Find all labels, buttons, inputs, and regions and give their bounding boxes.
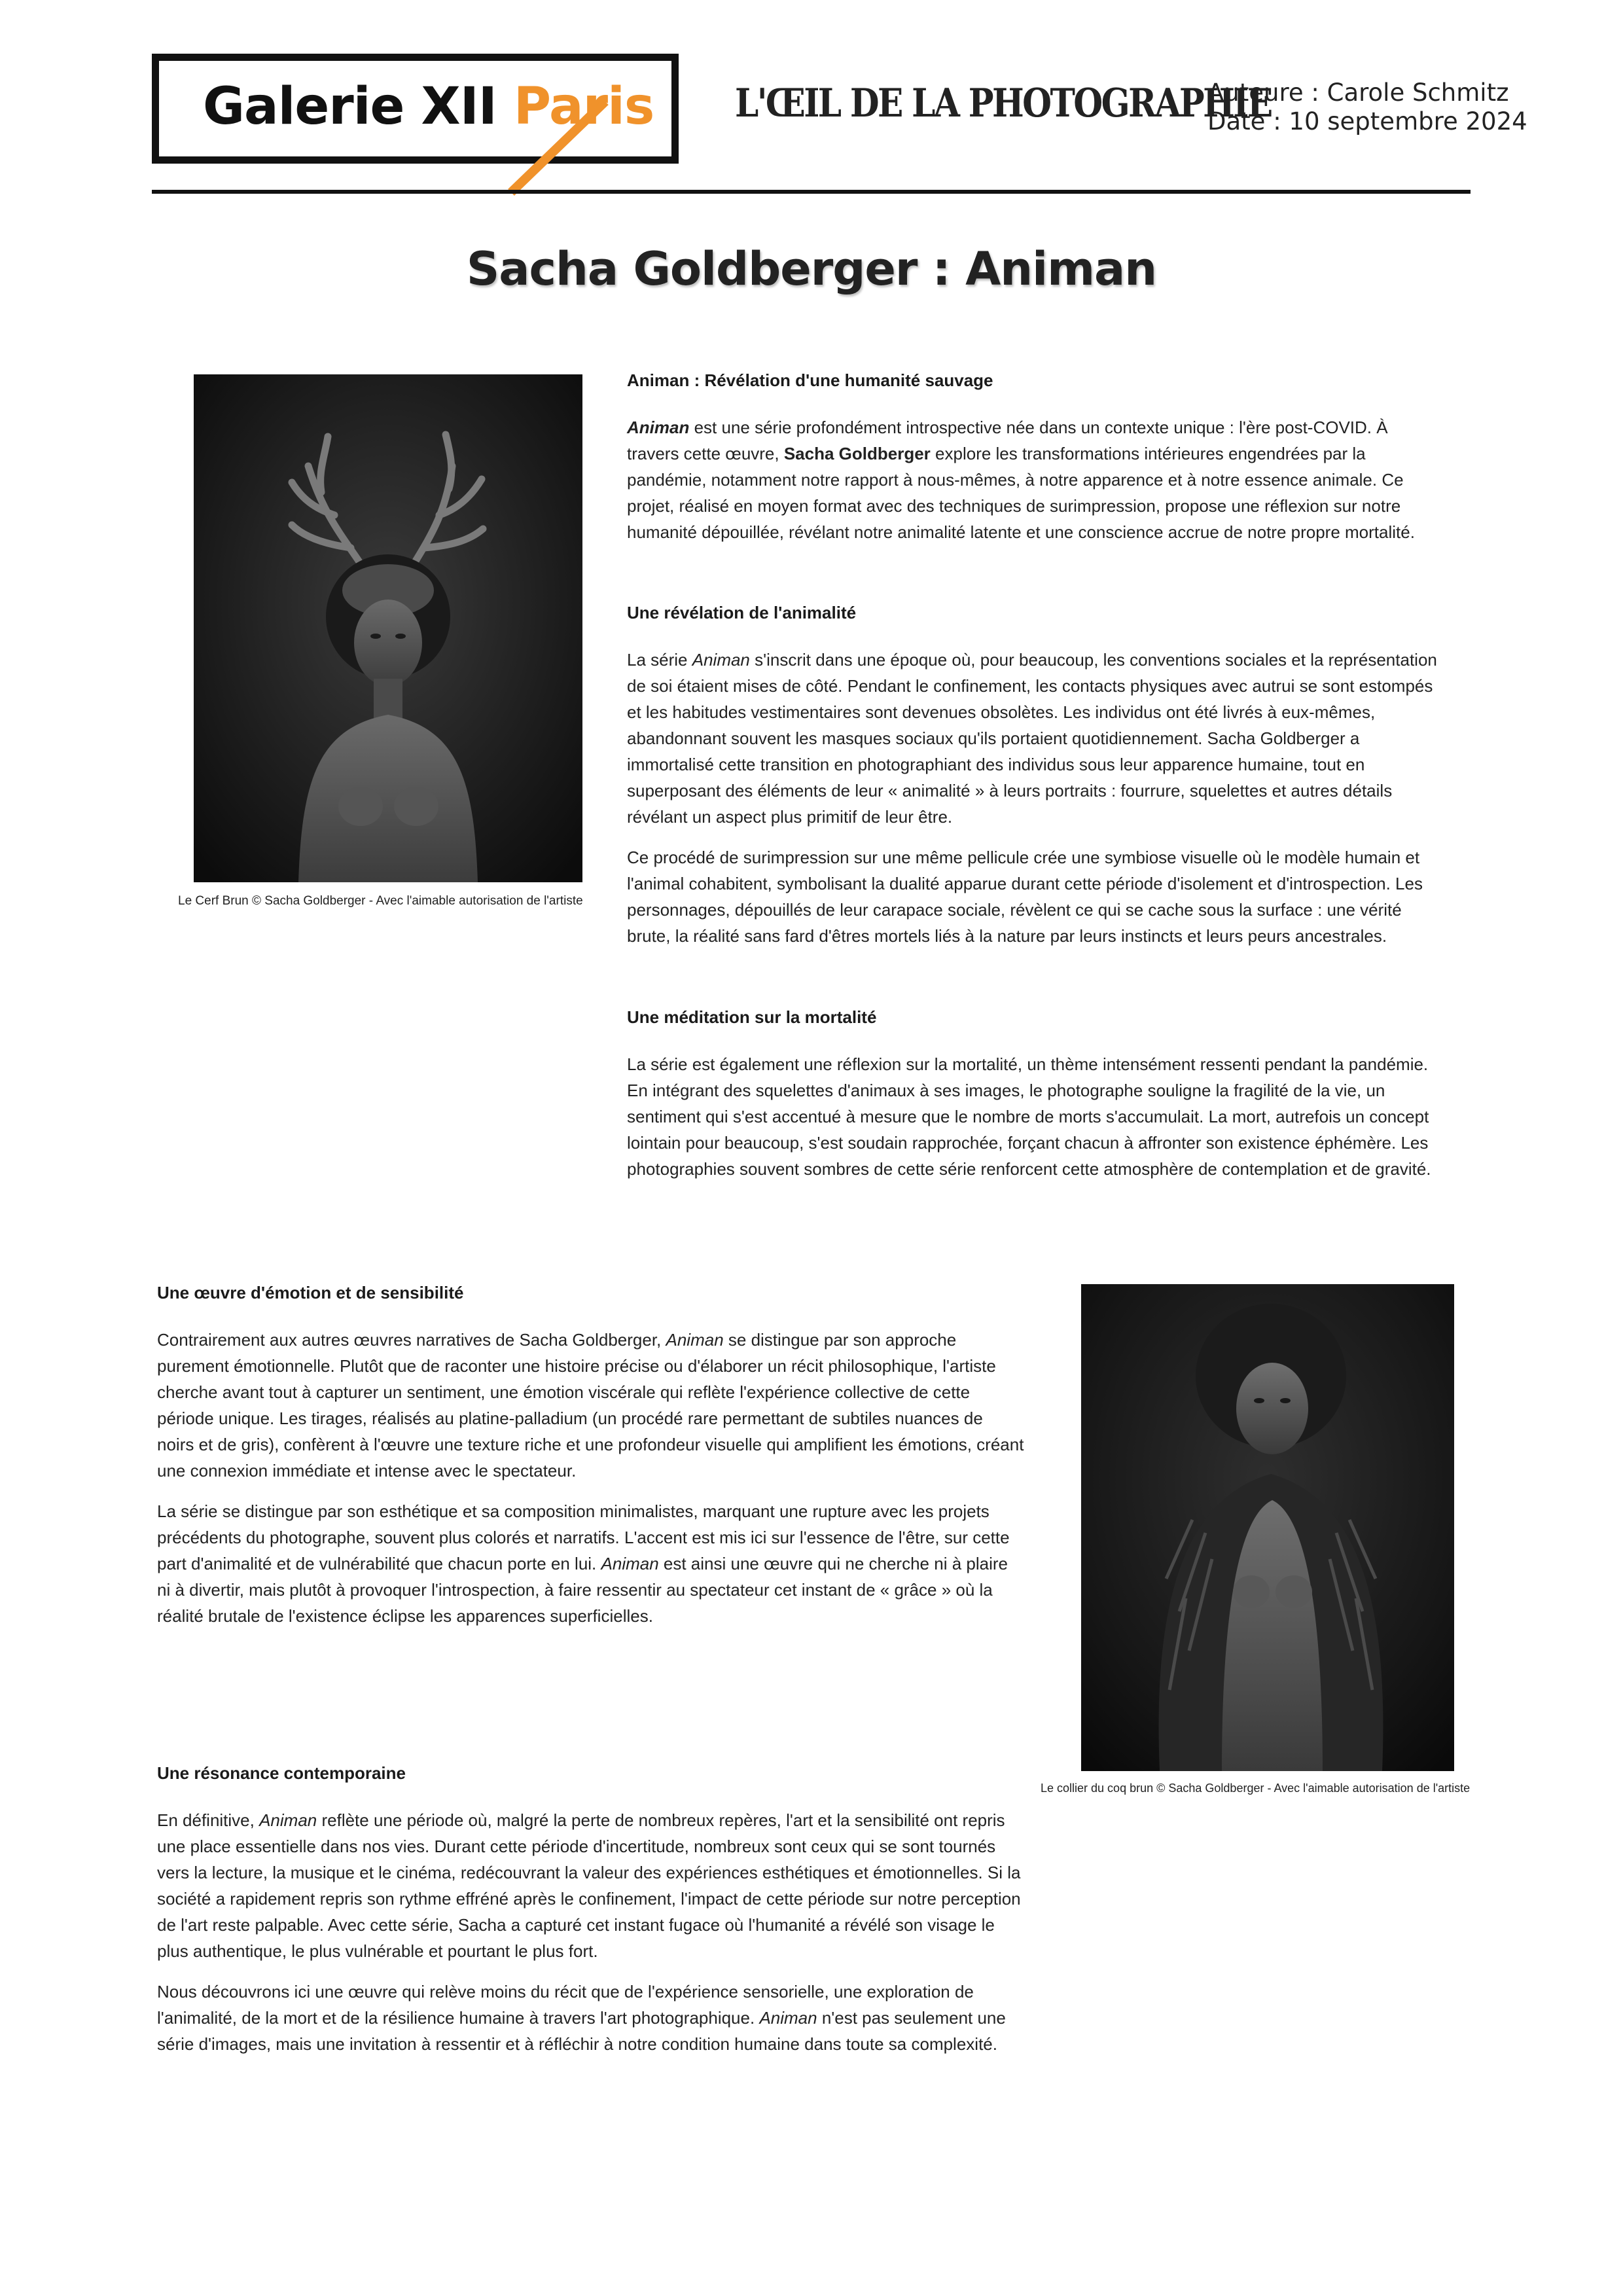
section-revelation-animalite — [627, 603, 1442, 963]
header-divider — [152, 190, 1471, 194]
article-meta — [1207, 79, 1527, 136]
portrait-feathers-image — [1081, 1284, 1454, 1771]
section-paragraph: Animan est une série profondément introspective née dans un contexte unique : l'ère post-COVID. À travers cette œuvre, Sacha Goldberger explore les transformations intérieures engendrées par la pandémie, notamment notre rapport à nous-mêmes, à notre apparence et à notre essence animale. Ce projet, réalisé en moyen format avec des techniques de surimpression, propose une réflexion sur notre humanité dépouillée, révélant notre animalité latente et une conscience accrue de notre propre mortalité. — [627, 418, 1415, 542]
section-heading: Une méditation sur la mortalité — [627, 1007, 877, 1027]
photo-caption-2: Le collier du coq brun © Sacha Goldberger - Avec l'aimable autorisation de l'artiste — [1041, 1782, 1471, 1795]
section-paragraph: La série se distingue par son esthétique et sa composition minimalistes, marquant une rupture avec les projets précédents du photographe, souvent plus colorés et narratifs. L'accent est mis ici sur l'essence de l'être, sur cette part d'animalité et de vulnérabilité que chacun porte en lui. Animan est ainsi une œuvre qui ne cherche ni à plaire ni à divertir, mais plutôt à provoquer l'introspection, à faire ressentir au spectateur cet instant de « grâce » où la réalité brutale de l'existence éclipse les apparences superficielles. — [157, 1501, 1010, 1626]
article-title: Sacha Goldberger : Animan — [466, 242, 1157, 296]
portrait-antlers-image — [194, 374, 582, 882]
section-revelation-humanite — [627, 370, 1442, 560]
section-oeuvre-emotion — [157, 1283, 1024, 1643]
section-heading: Une résonance contemporaine — [157, 1763, 406, 1783]
gallery-logo-main: Galerie XII — [203, 77, 497, 136]
publication-masthead: L'ŒIL DE LA PHOTOGRAPHIE — [735, 81, 1272, 126]
section-resonance-contemporaine — [157, 1763, 1024, 2072]
section-paragraph: Ce procédé de surimpression sur une même pellicule crée une symbiose visuelle où le modèle humain et l'animal cohabitent, symbolisant la dualité apparue durant cette période d'isolement et d'introspection. Les personnages, dépouillés de leur carapace sociale, révèlent ce qui se cache sous la surface : une vérité brute, la réalité sans fard d'êtres mortels liés à la nature par leurs instincts et leurs peurs ancestrales. — [627, 848, 1423, 946]
gallery-logo-accent: Paris — [513, 77, 654, 136]
section-paragraph: En définitive, Animan reflète une période où, malgré la perte de nombreux repères, l'art et la sensibilité ont repris une place essentielle dans nos vies. Durant cette période d'incertitude, nombreux sont ceux qui se sont tournés vers la lecture, la musique et le cinéma, redécouvrant la valeur des expériences esthétiques et émotionnelles. Si la société a rapidement repris son rythme effréné après le confinement, l'impact de cette période sur notre perception de l'art reste palpable. Avec cette série, Sacha a capturé cet instant fugace où l'humanité a révélé son visage le plus authentique, le plus vulnérable et pourtant le plus fort. — [157, 1810, 1021, 1961]
section-heading: Animan : Révélation d'une humanité sauvage — [627, 370, 993, 390]
section-heading: Une révélation de l'animalité — [627, 603, 857, 622]
photo-cerf-brun — [194, 374, 582, 882]
section-paragraph: Nous découvrons ici une œuvre qui relève moins du récit que de l'expérience sensorielle, une exploration de l'animalité, de la mort et de la résilience humaine à travers l'art photographique. Animan n'est pas seulement une série d'images, mais une invitation à ressentir et à réfléchir à notre condition humaine dans toute sa complexité. — [157, 1982, 1006, 2054]
gallery-logo — [203, 77, 654, 136]
section-paragraph: Contrairement aux autres œuvres narratives de Sacha Goldberger, Animan se distingue par son approche purement émotionnelle. Plutôt que de raconter une histoire précise ou d'élaborer un récit philosophique, l'artiste cherche avant tout à capturer un sentiment, une émotion viscérale qui reflète l'expérience collective de cette période unique. Les tirages, réalisés au platine-palladium (un procédé rare permettant de subtiles nuances de noirs et de gris), confèrent à l'œuvre une texture riche et une profondeur visuelle qui amplifient les émotions, créant une connexion immédiate et intense avec le spectateur. — [157, 1330, 1024, 1480]
section-meditation-mortalite — [627, 1007, 1442, 1196]
section-paragraph: La série est également une réflexion sur la mortalité, un thème intensément ressenti pendant la pandémie. En intégrant des squelettes d'animaux à ses images, le photographe souligne la fragilité de la vie, un sentiment qui s'est accentué à mesure que le nombre de morts s'accumulait. La mort, autrefois un concept lointain pour beaucoup, s'est soudain rapprochée, forçant chacun à affronter son existence éphémère. Les photographies souvent sombres de cette série renforcent cette atmosphère de contemplation et de gravité. — [627, 1054, 1431, 1179]
section-paragraph: La série Animan s'inscrit dans une époque où, pour beaucoup, les conventions sociales et la représentation de soi étaient mises de côté. Pendant le confinement, les contacts physiques avec autrui se sont estompés et les habitudes vestimentaires sont devenues obsolètes. Les individus ont été livrés à eux-mêmes, abandonnant souvent les masques sociaux qu'ils portaient quotidiennement. Sacha Goldberger a immortalisé cette transition en photographiant des individus sous leur apparence humaine, tout en superposant des éléments de leur « animalité » à leurs portraits : fourrure, squelettes et autres détails révélant un aspect plus primitif de leur être. — [627, 650, 1437, 827]
section-heading: Une œuvre d'émotion et de sensibilité — [157, 1283, 464, 1302]
photo-collier-coq-brun — [1081, 1284, 1454, 1771]
article-date: Date : 10 septembre 2024 — [1207, 107, 1527, 135]
article-author: Auteure : Carole Schmitz — [1207, 79, 1509, 107]
photo-caption-1: Le Cerf Brun © Sacha Goldberger - Avec l'aimable autorisation de l'artiste — [178, 894, 583, 908]
